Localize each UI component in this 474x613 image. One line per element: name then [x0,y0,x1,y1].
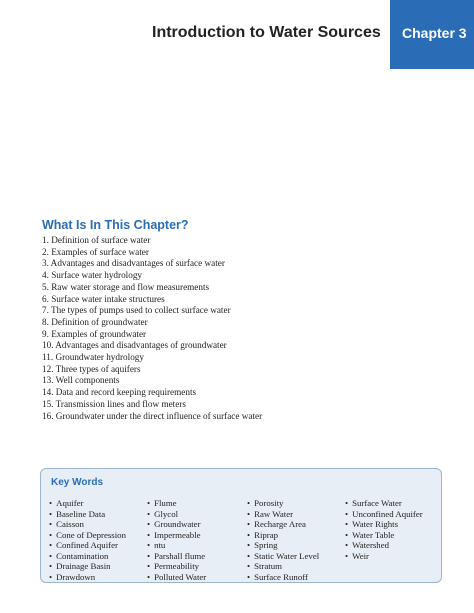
key-word: • Riprap [247,530,319,541]
key-word: • Water Table [345,530,423,541]
key-words-heading: Key Words [51,477,104,488]
key-words-column [247,498,319,582]
key-word: • Confined Aquifer [49,540,126,551]
contents-item: 10. Advantages and disadvantages of groundwater [42,340,227,351]
key-word: • Impermeable [147,530,206,541]
key-word: • Raw Water [247,509,319,520]
contents-item: 11. Groundwater hydrology [42,352,144,363]
contents-item: 2. Examples of surface water [42,246,149,257]
key-word: • Polluted Water [147,572,206,583]
key-word: • Weir [345,551,423,562]
key-words-column [49,498,126,582]
contents-item: 7. The types of pumps used to collect surface water [42,305,231,316]
contents-list [42,235,442,422]
key-words-column [345,498,423,561]
key-word: • Baseline Data [49,509,126,520]
key-word: • Permeability [147,561,206,572]
key-word: • Watershed [345,540,423,551]
key-word: • ntu [147,540,206,551]
key-word: • Drawdown [49,572,126,583]
key-word: • Stratum [247,561,319,572]
contents-item: 5. Raw water storage and flow measurements [42,281,210,292]
key-word: • Surface Water [345,498,423,509]
key-words-column [147,498,206,582]
contents-item: 15. Transmission lines and flow meters [42,398,186,409]
contents-item: 3. Advantages and disadvantages of surface water [42,258,225,269]
contents-item: 8. Definition of groundwater [42,316,148,327]
key-word: • Surface Runoff [247,572,319,583]
chapter-contents [42,218,442,422]
contents-item: 6. Surface water intake structures [42,293,165,304]
key-word: • Unconfined Aquifer [345,509,423,520]
contents-item: 14. Data and record keeping requirements [42,387,197,398]
contents-item: 4. Surface water hydrology [42,270,143,281]
key-word: • Recharge Area [247,519,319,530]
key-word: • Cone of Depression [49,530,126,541]
key-word: • Parshall flume [147,551,206,562]
page-header [0,0,474,69]
contents-item: 1. Definition of surface water [42,235,151,245]
key-word: • Spring [247,540,319,551]
key-word: • Drainage Basin [49,561,126,572]
contents-item: 9. Examples of groundwater [42,328,147,339]
key-word: • Aquifer [49,498,126,509]
key-word: • Contamination [49,551,126,562]
chapter-tab: Chapter 3 [390,0,474,69]
key-words-box [40,468,442,583]
chapter-title: Introduction to Water Sources [152,24,381,41]
contents-item: 16. Groundwater under the direct influence of surface water [42,410,263,421]
key-word: • Caisson [49,519,126,530]
key-word: • Porosity [247,498,319,509]
contents-heading: What Is In This Chapter? [42,218,189,232]
contents-item: 13. Well components [42,375,120,386]
key-word: • Flume [147,498,206,509]
contents-item: 12. Three types of aquifers [42,363,141,374]
key-word: • Static Water Level [247,551,319,562]
key-word: • Water Rights [345,519,423,530]
key-word: • Groundwater [147,519,206,530]
key-word: • Glycol [147,509,206,520]
